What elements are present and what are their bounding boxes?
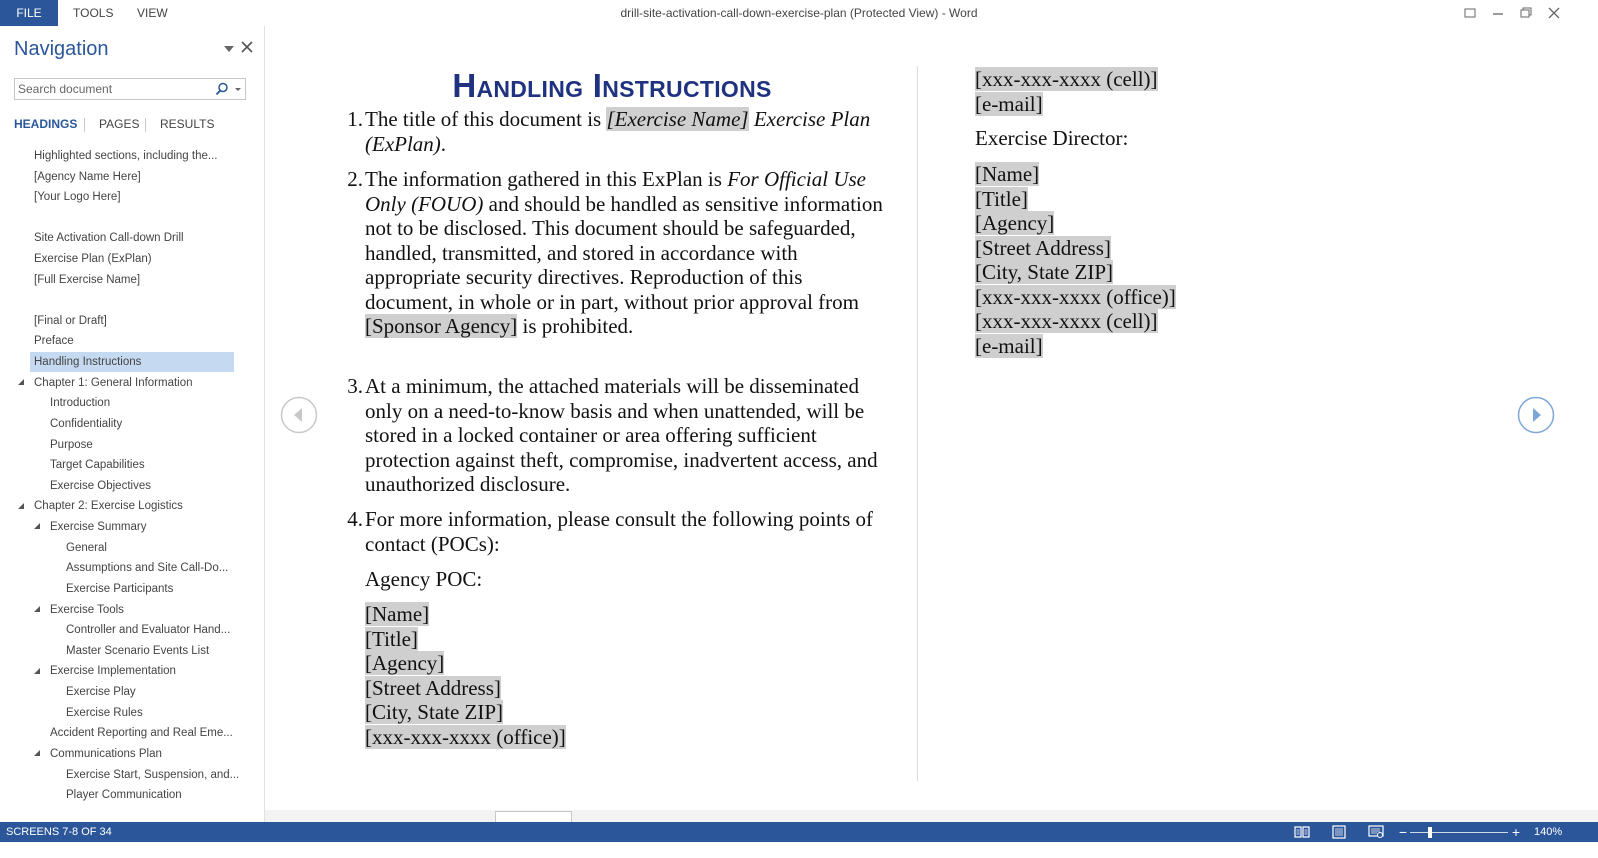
nav-heading[interactable]: General bbox=[66, 542, 107, 554]
close-window-icon[interactable] bbox=[1545, 4, 1563, 22]
status-bar bbox=[0, 822, 1598, 842]
navigation-pane bbox=[0, 26, 265, 836]
nav-heading[interactable]: Exercise Rules bbox=[66, 707, 143, 719]
restore-icon[interactable] bbox=[1517, 4, 1535, 22]
document-reading-area bbox=[265, 26, 1598, 810]
text-run: is prohibited. bbox=[517, 314, 634, 338]
nav-heading[interactable]: Exercise Summary bbox=[50, 521, 147, 533]
search-options-icon[interactable] bbox=[233, 83, 243, 95]
poc-line: [xxx-xxx-xxxx (cell)] bbox=[975, 67, 1158, 91]
previous-screen-icon[interactable] bbox=[280, 396, 318, 434]
nav-heading[interactable]: Purpose bbox=[50, 439, 93, 451]
nav-heading[interactable]: Exercise Plan (ExPlan) bbox=[34, 253, 152, 265]
tools-menu[interactable]: TOOLS bbox=[73, 6, 114, 20]
nav-heading[interactable]: Assumptions and Site Call-Do... bbox=[66, 562, 229, 574]
nav-heading[interactable]: Introduction bbox=[50, 397, 111, 409]
print-layout-icon[interactable] bbox=[1331, 825, 1347, 839]
list-item-2 bbox=[365, 167, 890, 339]
tab-results[interactable]: RESULTS bbox=[160, 117, 215, 131]
agency-poc-label: Agency POC: bbox=[365, 567, 483, 591]
zoom-in-button[interactable]: + bbox=[1511, 824, 1521, 840]
next-screen-icon[interactable] bbox=[1517, 396, 1555, 434]
poc-line: [Name] bbox=[975, 162, 1040, 186]
nav-heading[interactable]: Chapter 1: General Information bbox=[34, 377, 193, 389]
text-run: Exercise Plan (ExPlan) bbox=[365, 107, 871, 156]
nav-heading[interactable]: Confidentiality bbox=[50, 418, 123, 430]
poc-line: [Name] bbox=[365, 602, 430, 626]
title-bar bbox=[0, 0, 1598, 26]
agency-poc-block bbox=[365, 602, 566, 749]
nav-heading[interactable]: Exercise Objectives bbox=[50, 480, 151, 492]
collapse-icon[interactable] bbox=[33, 749, 41, 757]
window-title: drill-site-activation-call-down-exercise-plan (Protected View) - Word bbox=[620, 6, 978, 20]
tab-divider bbox=[145, 118, 146, 132]
poc-line: [xxx-xxx-xxxx (cell)] bbox=[975, 309, 1158, 333]
nav-heading[interactable]: Master Scenario Events List bbox=[66, 645, 210, 657]
zoom-slider[interactable] bbox=[1410, 832, 1508, 833]
nav-heading[interactable]: [Final or Draft] bbox=[34, 315, 107, 327]
web-layout-icon[interactable] bbox=[1368, 825, 1384, 839]
poc-line: [Street Address] bbox=[975, 235, 1111, 260]
poc-line: [Title] bbox=[365, 626, 418, 651]
full-screen-icon[interactable] bbox=[1461, 4, 1479, 22]
list-number: 1. bbox=[347, 107, 363, 131]
poc-line: [Agency] bbox=[975, 211, 1055, 235]
poc-line: [Street Address] bbox=[365, 675, 501, 700]
document-heading: Handling Instructions bbox=[452, 67, 772, 104]
poc-line: [Agency] bbox=[365, 651, 445, 675]
column-divider bbox=[917, 66, 918, 781]
exercise-director-label: Exercise Director: bbox=[975, 126, 1129, 150]
search-input[interactable] bbox=[15, 79, 211, 99]
tab-pages[interactable]: PAGES bbox=[99, 117, 140, 131]
read-mode-icon[interactable] bbox=[1294, 825, 1310, 839]
nav-heading[interactable]: Exercise Participants bbox=[66, 583, 174, 595]
collapse-icon[interactable] bbox=[17, 502, 25, 510]
list-item-3: At a minimum, the attached materials will be disseminated only on a need-to-know basis and when unattended, will be stored in a locked container or area offering sufficient protection against theft, compromise, inadvertent access, and unauthorized disclosure. bbox=[365, 374, 878, 496]
nav-heading-selected[interactable]: Handling Instructions bbox=[30, 352, 234, 372]
highlighted-field: [Exercise Name] bbox=[606, 107, 749, 131]
nav-heading[interactable]: Target Capabilities bbox=[50, 459, 145, 471]
tab-divider bbox=[84, 118, 85, 132]
text-run: For Official Use Only (FOUO) bbox=[365, 167, 867, 216]
tab-headings[interactable]: HEADINGS bbox=[14, 117, 78, 131]
search-box bbox=[14, 78, 246, 100]
zoom-out-button[interactable]: − bbox=[1398, 824, 1408, 840]
view-menu[interactable]: VIEW bbox=[137, 6, 168, 20]
list-number: 3. bbox=[347, 374, 363, 398]
text-run: The information gathered in this ExPlan is bbox=[365, 167, 728, 191]
poc-line: [City, State ZIP] bbox=[365, 700, 504, 724]
collapse-icon[interactable] bbox=[33, 605, 41, 613]
nav-heading[interactable]: [Full Exercise Name] bbox=[34, 274, 141, 286]
list-item-1 bbox=[365, 107, 890, 156]
nav-heading[interactable]: Player Communication bbox=[66, 789, 182, 801]
nav-heading[interactable]: Exercise Play bbox=[66, 686, 136, 698]
nav-heading[interactable]: [Your Logo Here] bbox=[34, 191, 121, 203]
poc-line: [e-mail] bbox=[975, 91, 1043, 116]
minimize-icon[interactable] bbox=[1489, 4, 1507, 22]
nav-heading[interactable]: Communications Plan bbox=[50, 748, 162, 760]
text-run: The title of this document is bbox=[365, 107, 607, 131]
poc-line: [e-mail] bbox=[975, 333, 1043, 358]
zoom-slider-thumb[interactable] bbox=[1428, 827, 1432, 838]
list-item-4: For more information, please consult the following points of contact (POCs): bbox=[365, 507, 873, 556]
collapse-icon[interactable] bbox=[33, 667, 41, 675]
zoom-level[interactable]: 140% bbox=[1534, 826, 1563, 838]
exercise-director-block bbox=[975, 162, 1176, 358]
list-number: 4. bbox=[347, 507, 363, 531]
poc-line: [Title] bbox=[975, 186, 1028, 211]
screen-count[interactable]: SCREENS 7-8 OF 34 bbox=[6, 826, 112, 838]
nav-heading[interactable]: Controller and Evaluator Hand... bbox=[66, 624, 231, 636]
close-icon[interactable] bbox=[240, 40, 254, 54]
nav-heading[interactable]: [Agency Name Here] bbox=[34, 171, 141, 183]
collapse-icon[interactable] bbox=[17, 378, 25, 386]
highlighted-field: [Sponsor Agency] bbox=[365, 314, 518, 338]
nav-heading[interactable]: Highlighted sections, including the... bbox=[34, 150, 218, 162]
navigation-title: Navigation bbox=[14, 38, 109, 60]
nav-heading[interactable]: Accident Reporting and Real Eme... bbox=[50, 727, 233, 739]
text-run: and should be handled as sensitive information not to be disclosed. This document should be safeguarded, handled, transmitted, and stored in accordance with appropriate security directives. Reproduction of this document, in whole or in part, without prior approval from bbox=[365, 191, 883, 314]
horizontal-scrollbar[interactable] bbox=[265, 810, 1598, 822]
continued-poc-block bbox=[975, 67, 1158, 116]
nav-heading[interactable]: Preface bbox=[34, 335, 74, 347]
file-menu[interactable]: FILE bbox=[0, 0, 58, 26]
text-run: . bbox=[440, 131, 447, 156]
chevron-down-icon[interactable] bbox=[223, 44, 235, 54]
nav-heading[interactable]: Exercise Start, Suspension, and... bbox=[66, 769, 240, 781]
nav-heading[interactable]: Chapter 2: Exercise Logistics bbox=[34, 500, 183, 512]
poc-line: [City, State ZIP] bbox=[975, 260, 1114, 284]
collapse-icon[interactable] bbox=[33, 522, 41, 530]
nav-heading[interactable]: Exercise Tools bbox=[50, 604, 124, 616]
poc-line: [xxx-xxx-xxxx (office)] bbox=[975, 284, 1176, 309]
nav-heading[interactable]: Site Activation Call-down Drill bbox=[34, 232, 184, 244]
nav-heading[interactable]: Exercise Implementation bbox=[50, 665, 176, 677]
search-icon[interactable] bbox=[215, 82, 229, 96]
list-number: 2. bbox=[347, 167, 363, 191]
poc-line: [xxx-xxx-xxxx (office)] bbox=[365, 724, 566, 749]
